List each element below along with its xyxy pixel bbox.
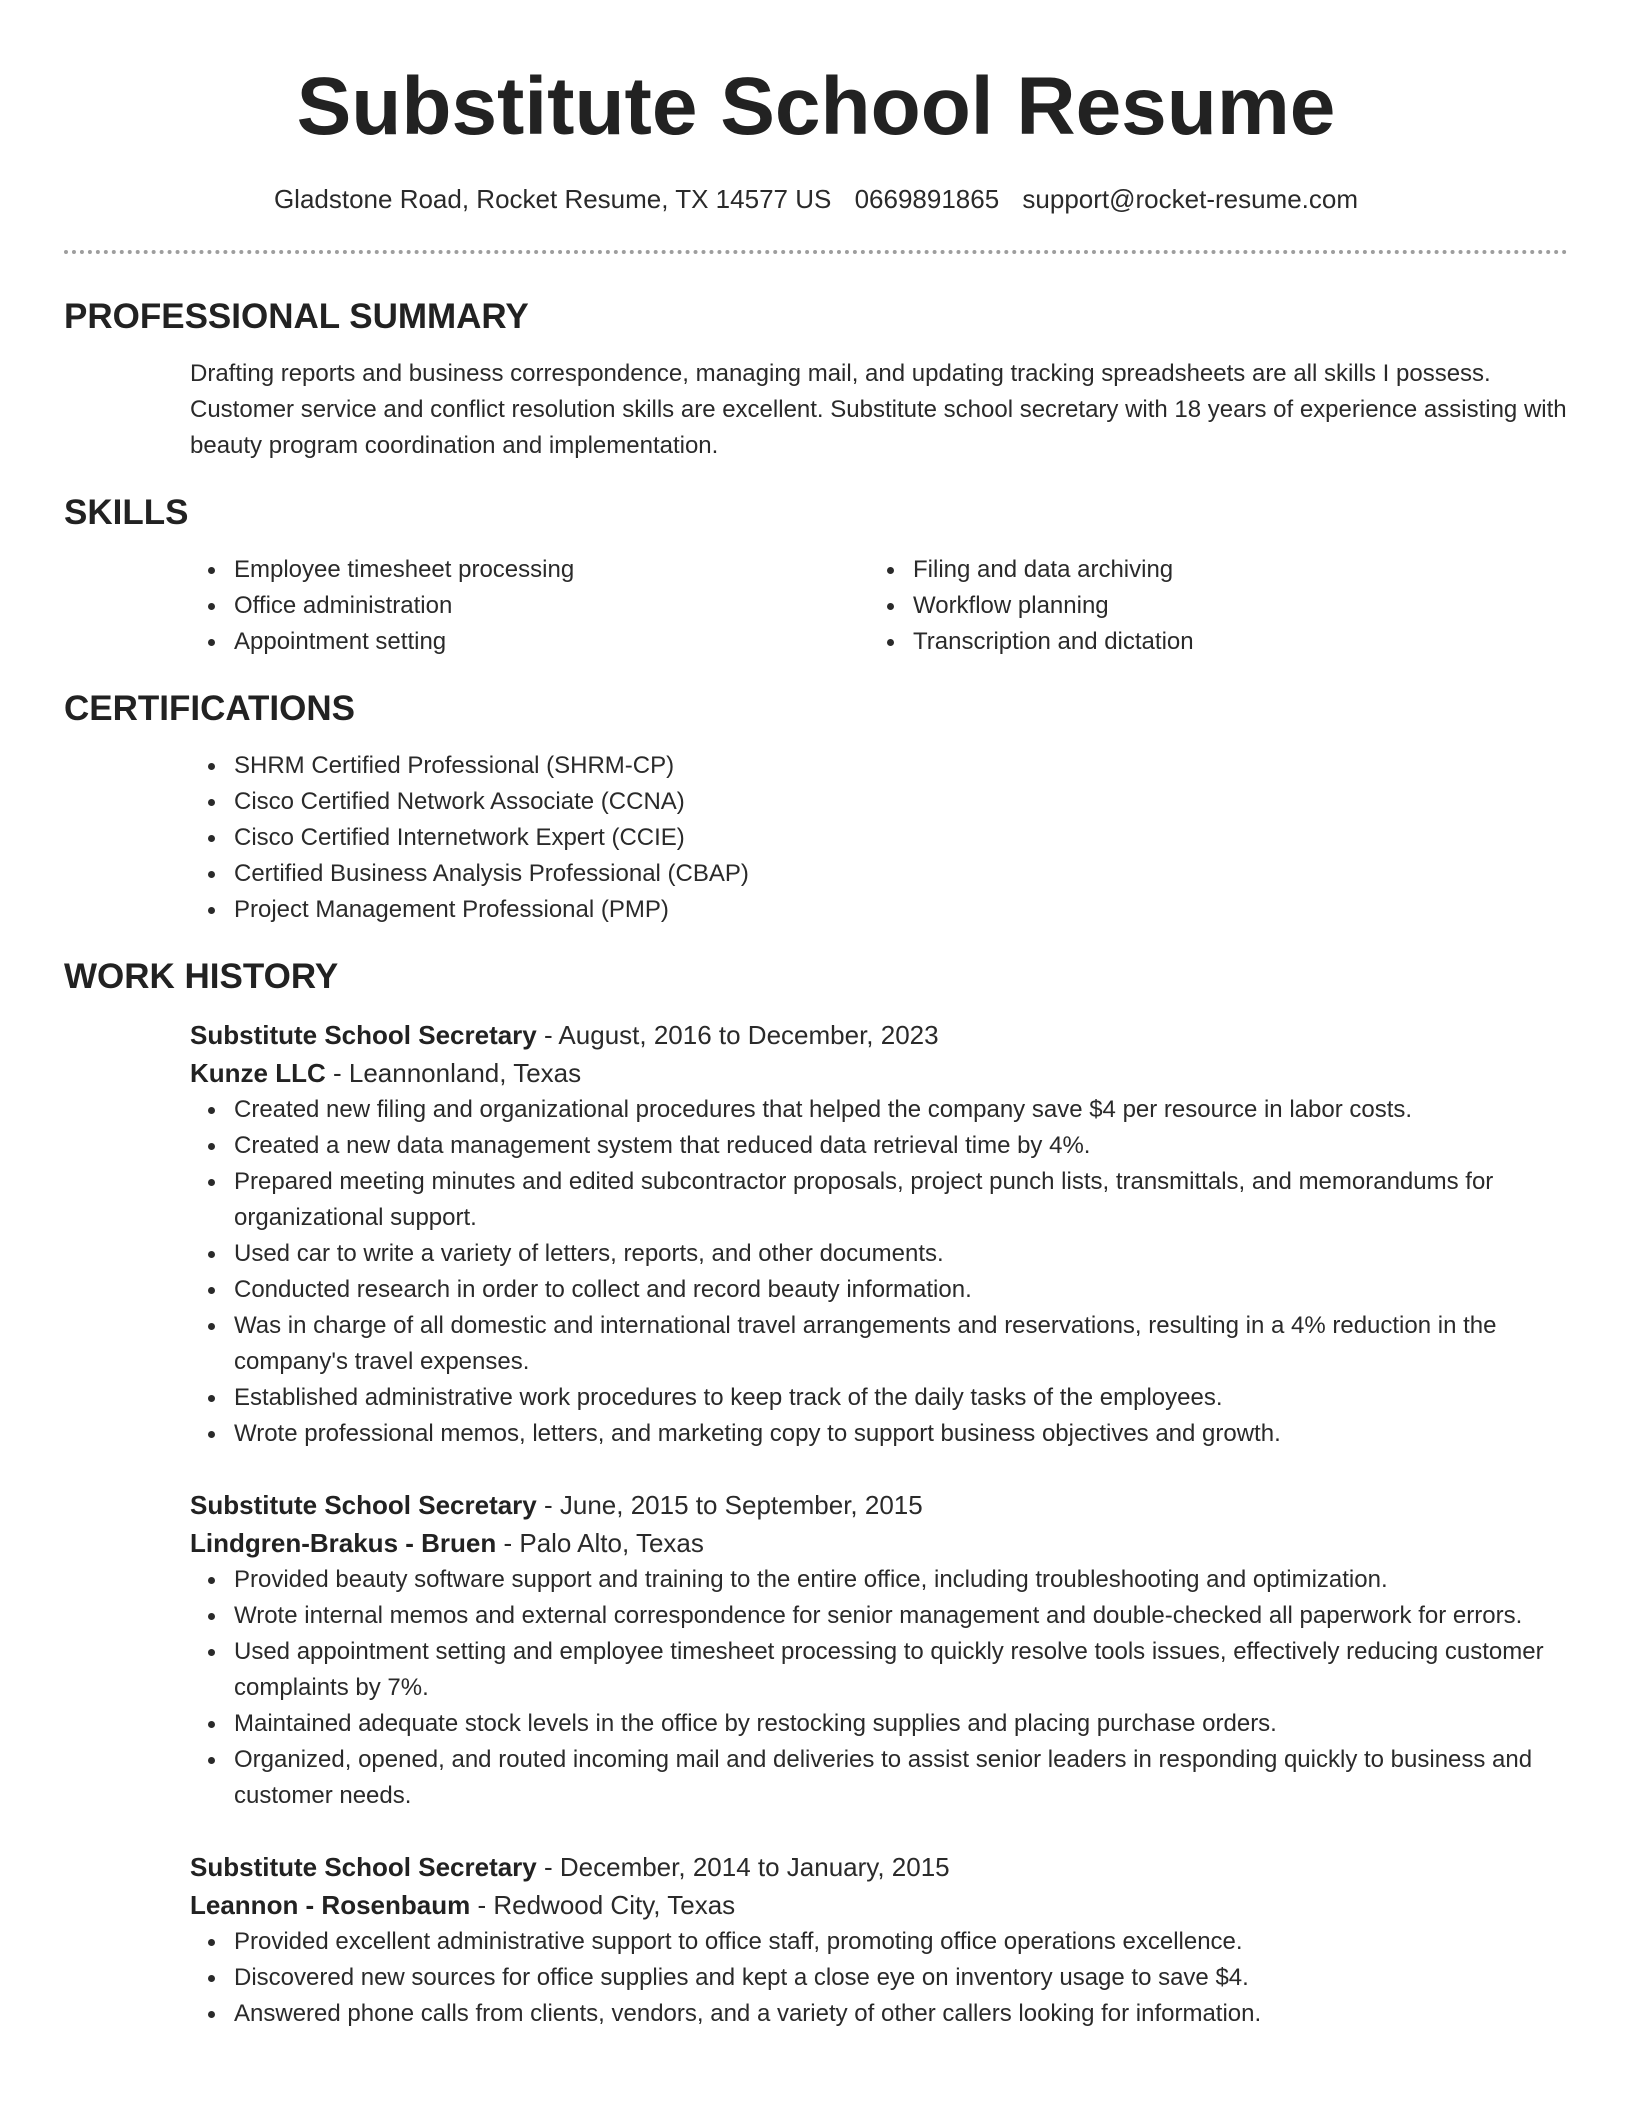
- skill-item: Workflow planning: [869, 588, 1548, 624]
- job-title: Substitute School Secretary: [190, 1852, 537, 1882]
- job-duty: Maintained adequate stock levels in the office by restocking supplies and placing purchase orders.: [190, 1706, 1568, 1742]
- header-divider: [64, 250, 1568, 254]
- job-duties-list: [190, 1562, 1568, 1814]
- job-dates: - June, 2015 to September, 2015: [536, 1490, 923, 1520]
- job-company-line: [190, 1054, 1568, 1092]
- job-duty: Prepared meeting minutes and edited subcontractor proposals, project punch lists, transmittals, and memorandums for organizational support.: [190, 1164, 1568, 1236]
- job-company: Kunze LLC: [190, 1058, 326, 1088]
- contact-address: Gladstone Road, Rocket Resume, TX 14577 US: [273, 184, 832, 214]
- skill-item: Appointment setting: [190, 624, 869, 660]
- job-duties-list: [190, 1092, 1568, 1452]
- job-entry: [190, 1848, 1568, 2032]
- job-duty: Used appointment setting and employee timesheet processing to quickly resolve tools issues, effectively reducing customer complaints by 7%.: [190, 1634, 1568, 1706]
- summary-text: Drafting reports and business correspondence, managing mail, and updating tracking spreadsheets are all skills I possess. Customer service and conflict resolution skills are excellent. Substitute school secretary with 18 years of experience assisting with beauty program coordination and implementation.: [190, 360, 1567, 459]
- skills-section: [64, 488, 1568, 660]
- section-heading-work-history: WORK HISTORY: [64, 957, 339, 996]
- job-duty: Wrote professional memos, letters, and marketing copy to support business objectives and growth.: [190, 1416, 1568, 1452]
- job-duty: Established administrative work procedures to keep track of the daily tasks of the employees.: [190, 1380, 1568, 1416]
- contact-line: [0, 180, 1632, 218]
- contact-email: support@rocket-resume.com: [1022, 184, 1359, 214]
- job-duty: Answered phone calls from clients, vendors, and a variety of other callers looking for information.: [190, 1996, 1568, 2032]
- section-heading-certifications: CERTIFICATIONS: [64, 689, 356, 728]
- job-duty: Discovered new sources for office supplies and kept a close eye on inventory usage to save $4.: [190, 1960, 1568, 1996]
- section-heading-summary: PROFESSIONAL SUMMARY: [64, 297, 529, 336]
- job-duty: Conducted research in order to collect and record beauty information.: [190, 1272, 1568, 1308]
- job-duty: Provided excellent administrative support to office staff, promoting office operations excellence.: [190, 1924, 1568, 1960]
- skill-item: Transcription and dictation: [869, 624, 1548, 660]
- resume-title: Substitute School Resume: [296, 61, 1336, 152]
- skill-item: Office administration: [190, 588, 869, 624]
- certification-item: Project Management Professional (PMP): [190, 892, 1568, 928]
- job-location: - Leannonland, Texas: [325, 1058, 582, 1088]
- job-location: - Palo Alto, Texas: [496, 1528, 704, 1558]
- job-company: Leannon - Rosenbaum: [190, 1890, 471, 1920]
- job-company: Lindgren-Brakus - Bruen: [190, 1528, 497, 1558]
- certifications-section: [64, 684, 1568, 928]
- job-title-line: [190, 1848, 1568, 1886]
- job-duty: Was in charge of all domestic and international travel arrangements and reservations, resulting in a 4% reduction in the company's travel expenses.: [190, 1308, 1568, 1380]
- job-title: Substitute School Secretary: [190, 1020, 537, 1050]
- job-duties-list: [190, 1924, 1568, 2032]
- skills-column-right: [869, 552, 1548, 660]
- certification-item: Cisco Certified Network Associate (CCNA): [190, 784, 1568, 820]
- section-heading-skills: SKILLS: [64, 493, 189, 532]
- job-duty: Created new filing and organizational procedures that helped the company save $4 per resource in labor costs.: [190, 1092, 1568, 1128]
- job-dates: - August, 2016 to December, 2023: [536, 1020, 939, 1050]
- certifications-list: [190, 748, 1568, 928]
- job-duty: Used car to write a variety of letters, reports, and other documents.: [190, 1236, 1568, 1272]
- job-title-line: [190, 1486, 1568, 1524]
- certification-item: SHRM Certified Professional (SHRM-CP): [190, 748, 1568, 784]
- job-dates: - December, 2014 to January, 2015: [536, 1852, 950, 1882]
- job-title: Substitute School Secretary: [190, 1490, 537, 1520]
- job-duty: Organized, opened, and routed incoming mail and deliveries to assist senior leaders in responding quickly to business and customer needs.: [190, 1742, 1568, 1814]
- skill-item: Filing and data archiving: [869, 552, 1548, 588]
- work-history-section: [64, 952, 1568, 2032]
- skill-item: Employee timesheet processing: [190, 552, 869, 588]
- job-company-line: [190, 1886, 1568, 1924]
- certification-item: Certified Business Analysis Professional (CBAP): [190, 856, 1568, 892]
- job-location: - Redwood City, Texas: [470, 1890, 736, 1920]
- resume-content: [64, 292, 1568, 2066]
- certification-item: Cisco Certified Internetwork Expert (CCIE): [190, 820, 1568, 856]
- job-company-line: [190, 1524, 1568, 1562]
- job-duty: Provided beauty software support and training to the entire office, including troubleshooting and optimization.: [190, 1562, 1568, 1598]
- job-title-line: [190, 1016, 1568, 1054]
- job-entry: [190, 1486, 1568, 1814]
- job-entry: [190, 1016, 1568, 1452]
- contact-phone: 0669891865: [854, 184, 1000, 214]
- job-duty: Wrote internal memos and external correspondence for senior management and double-checked all paperwork for errors.: [190, 1598, 1568, 1634]
- summary-section: [64, 292, 1568, 464]
- skills-grid: [190, 552, 1568, 660]
- skills-column-left: [190, 552, 869, 660]
- job-duty: Created a new data management system that reduced data retrieval time by 4%.: [190, 1128, 1568, 1164]
